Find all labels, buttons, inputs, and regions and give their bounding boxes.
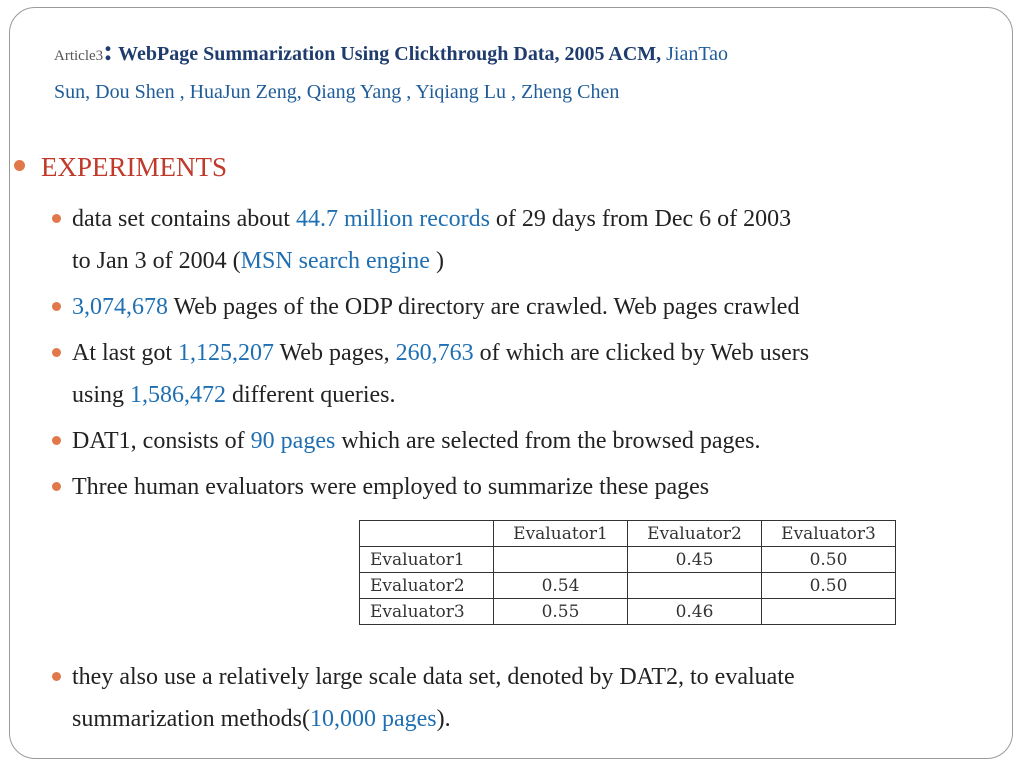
table-header-row — [360, 521, 896, 547]
highlight-90-pages: 90 pages — [250, 428, 336, 454]
table-cell: 0.54 — [494, 573, 628, 599]
bullet-clicked — [50, 332, 1015, 416]
table-row — [360, 599, 896, 625]
bullet-crawled — [50, 286, 1015, 328]
bullet-icon — [52, 482, 61, 491]
table-cell: 0.50 — [762, 547, 896, 573]
section-heading-text: EXPERIMENTS — [41, 152, 228, 182]
section-heading — [14, 152, 227, 183]
highlight-clicked: 260,763 — [395, 340, 474, 366]
bullet-icon — [14, 160, 25, 171]
bullet-icon — [52, 214, 61, 223]
highlight-count: 3,074,678 — [72, 294, 168, 320]
table-row — [360, 573, 896, 599]
bullet-evaluators — [50, 466, 1015, 508]
text: to Jan 3 of 2004 ( — [72, 248, 241, 274]
bullet-icon — [52, 436, 61, 445]
article-colon: : — [103, 34, 114, 67]
table-header-cell: Evaluator2 — [628, 521, 762, 547]
evaluator-table-wrap — [359, 520, 896, 625]
authors-line1: JianTao — [666, 43, 729, 65]
highlight-engine: MSN search engine — [240, 248, 430, 274]
table-row — [360, 547, 896, 573]
bullet-icon — [52, 672, 61, 681]
text: summarization methods( — [72, 706, 310, 732]
highlight-pages: 1,125,207 — [178, 340, 274, 366]
highlight-records: 44.7 million records — [295, 206, 490, 232]
text: At last got — [72, 340, 178, 366]
text: using — [72, 382, 131, 408]
table-row-label: Evaluator1 — [360, 547, 494, 573]
text: DAT1, consists of — [72, 428, 251, 454]
table-row-label: Evaluator3 — [360, 599, 494, 625]
table-cell: 0.50 — [762, 573, 896, 599]
bullet-dataset — [50, 198, 1015, 282]
table-cell: 0.45 — [628, 547, 762, 573]
text: data set contains about — [72, 206, 296, 232]
authors-line2: Sun, Dou Shen , HuaJun Zeng, Qiang Yang , Yiqiang Lu , Zheng Chen — [54, 81, 620, 103]
text: Web pages, — [274, 340, 396, 366]
bullet-list-continued — [50, 656, 1015, 744]
table-cell: 0.55 — [494, 599, 628, 625]
text: different queries. — [226, 382, 396, 408]
article-title: WebPage Summarization Using Clickthrough Data, 2005 ACM, — [118, 43, 662, 65]
text: which are selected from the browsed pages. — [335, 428, 761, 454]
bullet-list — [50, 198, 1015, 512]
evaluator-agreement-table — [359, 520, 896, 625]
bullet-icon — [52, 348, 61, 357]
bullet-icon — [52, 302, 61, 311]
article-label: Article3 — [54, 48, 104, 64]
text: ). — [436, 706, 451, 732]
table-cell — [628, 573, 762, 599]
table-cell: 0.46 — [628, 599, 762, 625]
highlight-10000-pages: 10,000 pages — [309, 706, 437, 732]
bullet-dat2 — [50, 656, 1015, 740]
table-header-cell: Evaluator3 — [762, 521, 896, 547]
text: Three human evaluators were employed to summarize these pages — [72, 474, 710, 500]
table-header-cell — [360, 521, 494, 547]
text: Web pages of the ODP directory are crawled. Web pages crawled — [168, 294, 800, 320]
highlight-queries: 1,586,472 — [130, 382, 227, 408]
text: they also use a relatively large scale data set, denoted by DAT2, to evaluate — [72, 664, 795, 690]
slide-header — [54, 36, 954, 110]
text: of which are clicked by Web users — [473, 340, 810, 366]
table-cell — [762, 599, 896, 625]
table-row-label: Evaluator2 — [360, 573, 494, 599]
text: ) — [429, 248, 444, 274]
text: of 29 days from Dec 6 of 2003 — [489, 206, 792, 232]
bullet-dat1 — [50, 420, 1015, 462]
table-header-cell: Evaluator1 — [494, 521, 628, 547]
table-cell — [494, 547, 628, 573]
